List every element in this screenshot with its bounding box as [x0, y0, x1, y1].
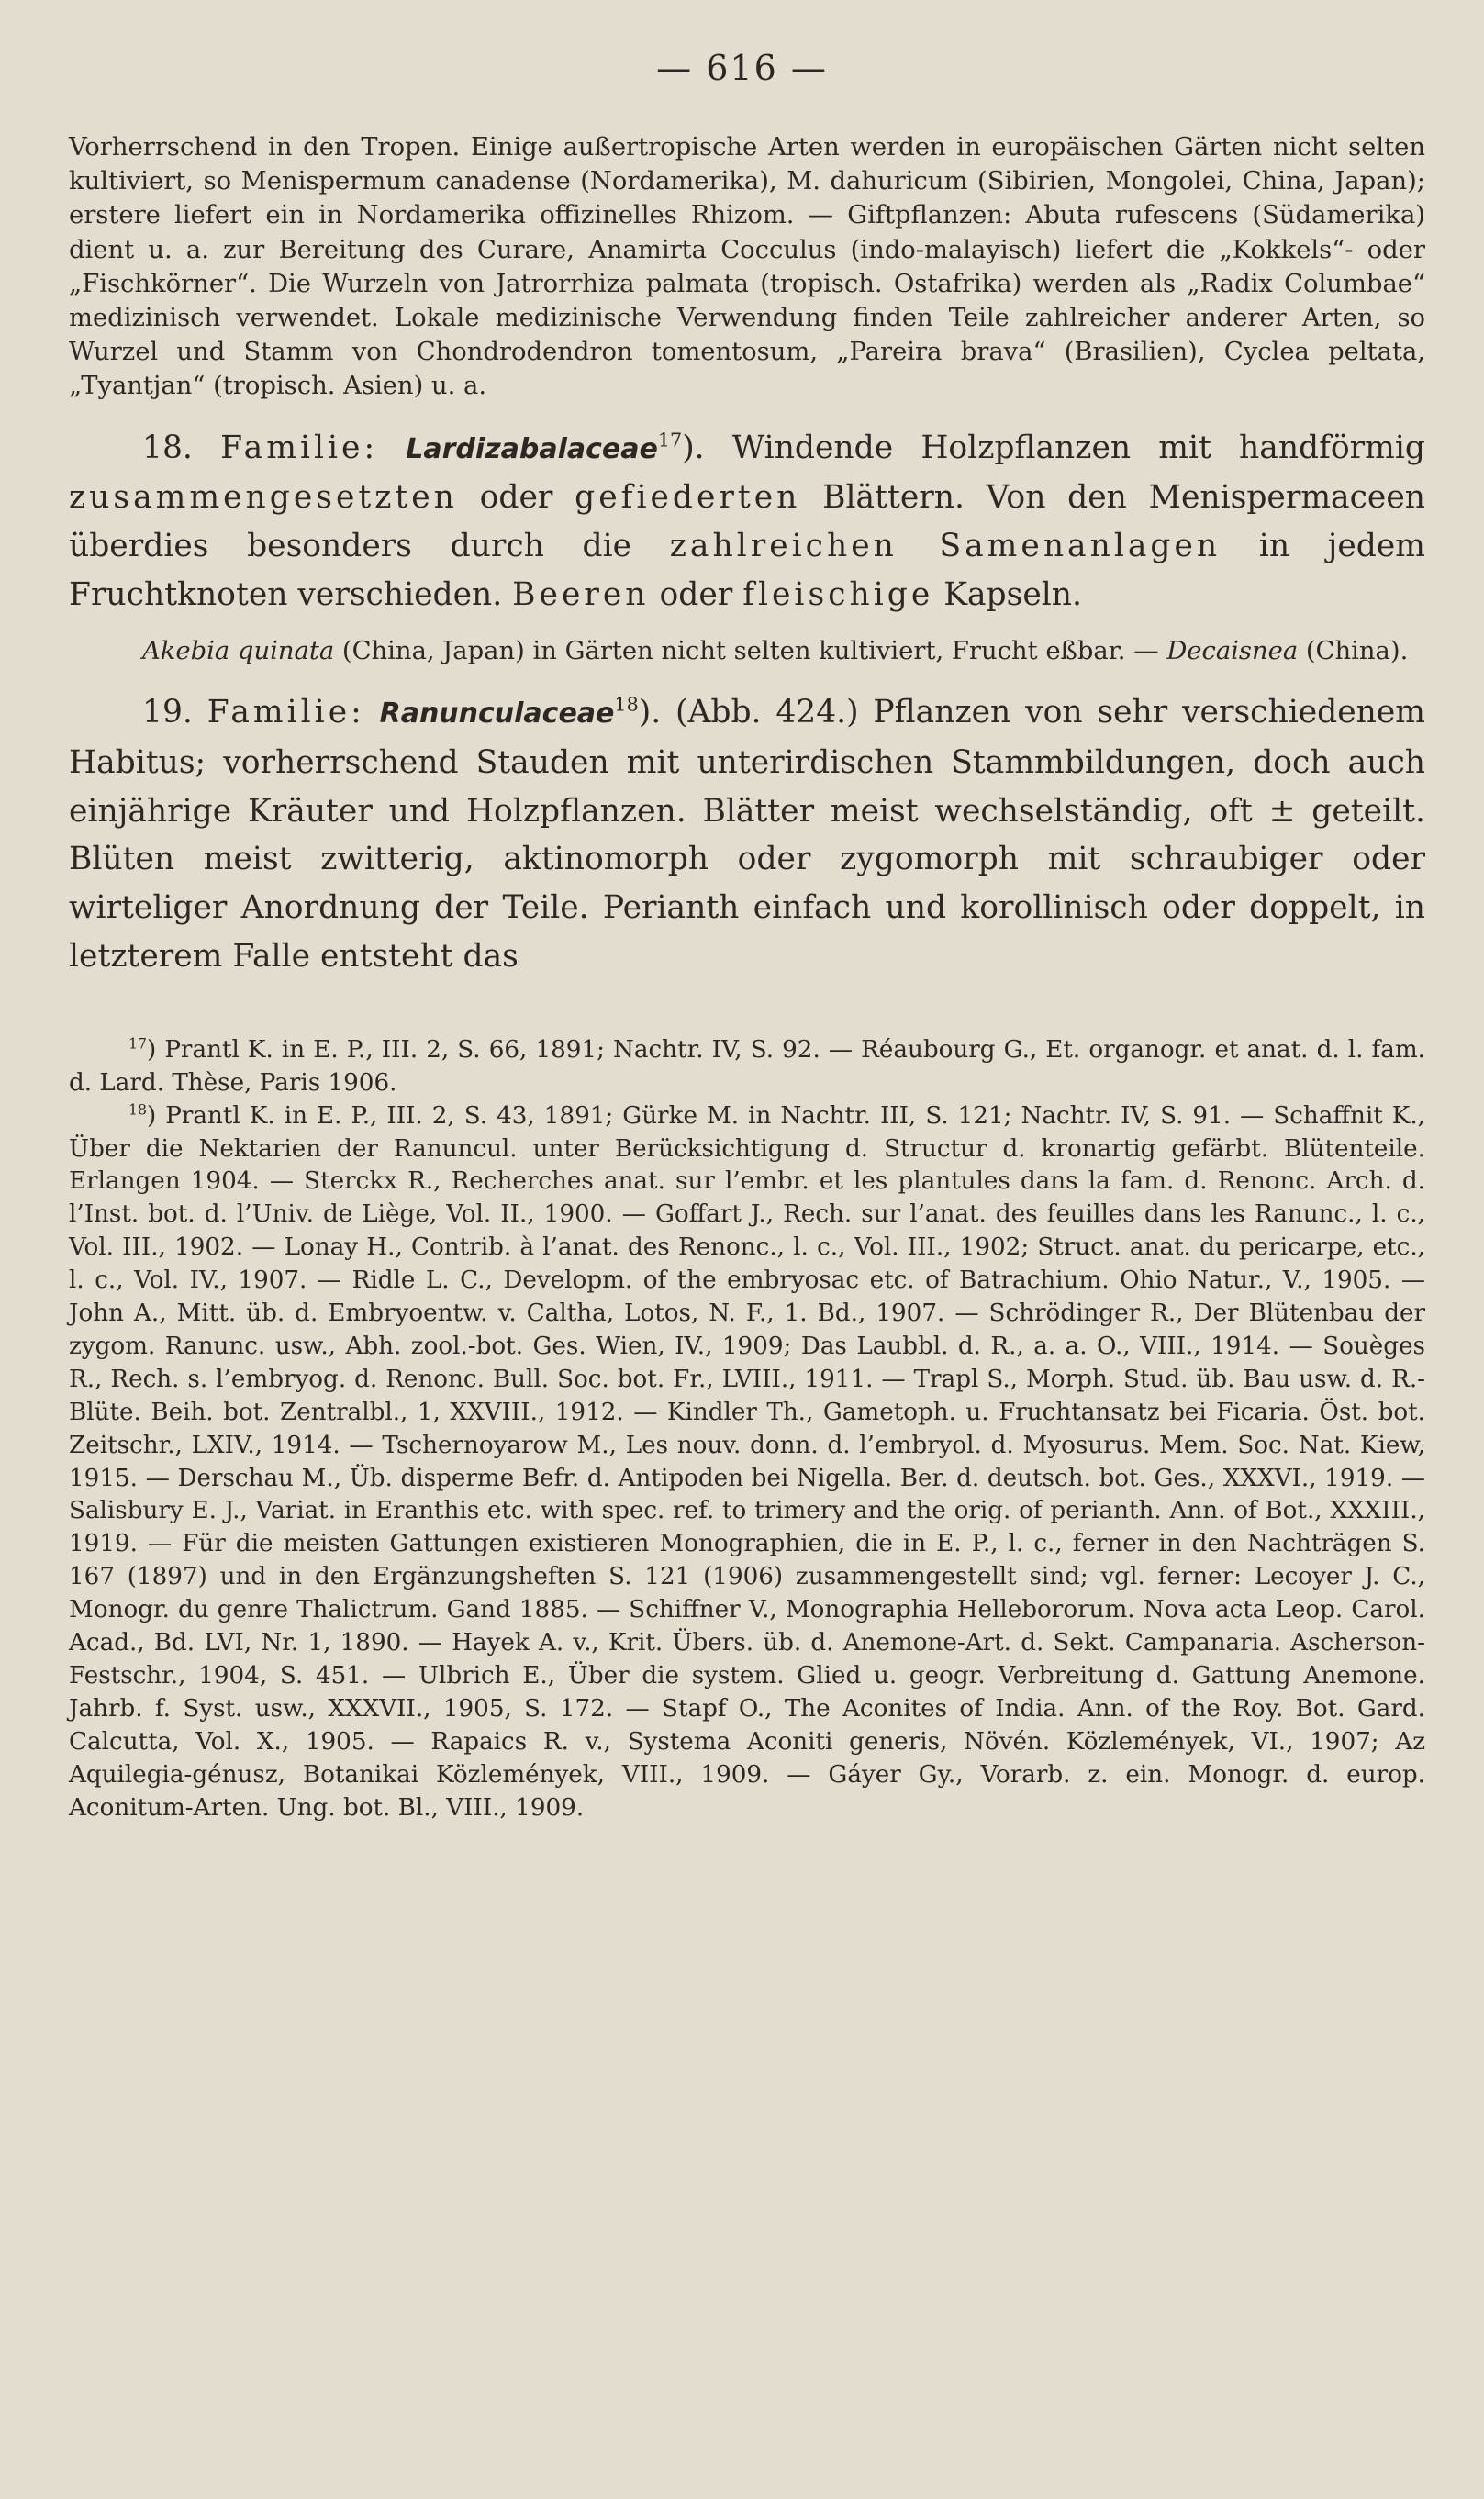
family-19-paragraph — [69, 688, 1425, 981]
family-18-emphasis: fleischige — [742, 576, 934, 614]
family-18-note — [69, 634, 1425, 668]
family-18-number: 18. — [142, 429, 193, 466]
family-18-paragraph — [69, 424, 1425, 619]
note-text: (China). — [1298, 636, 1409, 665]
family-18-text: oder — [457, 479, 575, 517]
species-name: Decaisnea — [1166, 636, 1299, 665]
page-number: — 616 — — [656, 48, 828, 88]
footnote-mark: 18 — [128, 1099, 148, 1118]
species-name: Akebia quinata — [142, 636, 335, 665]
family-18-emphasis: gefiederten — [575, 479, 801, 517]
page-body — [69, 130, 1425, 1825]
footnote-text: ) Prantl K. in E. P., III. 2, S. 43, 1891; Gürke M. in Nachtr. III, S. 121; Nachtr. IV, S. 91. — Schaffnit K., Über die Nektarien der Ranuncul. unter Berücksichtigung d. Structur d. kronartig gefärbt. Blütenteile. Erlangen 1904. — Sterckx R., Recherches anat. sur l’embr. et les plantules dans la fam. d. Renonc. Arch. d. l’Inst. bot. d. l’Univ. de Liège, Vol. II., 1900. — Goffart J., Rech. sur l’anat. des feuilles dans les Ranunc., l. c., Vol. III., 1902. — Lonay H., Contrib. à l’anat. des Renonc., l. c., Vol. III., 1902; Struct. anat. du pericarpe, etc., l. c., Vol. IV., 1907. — Ridle L. C., Developm. of the embryosac etc. of Batrachium. Ohio Natur., V., 1905. — John A., Mitt. üb. d. Embryoentw. v. Caltha, Lotos, N. F., 1. Bd., 1907. — Schrödinger R., Der Blütenbau der zygom. Ranunc. usw., Abh. zool.-bot. Ges. Wien, IV., 1909; Das Laubbl. d. R., a. a. O., VIII., 1914. — Souèges R., Rech. s. l’embryog. d. Renonc. Bull. Soc. bot. Fr., LVIII., 1911. — Trapl S., Morph. Stud. üb. Bau usw. d. R.-Blüte. Beih. bot. Zentralbl., 1, XXVIII., 1912. — Kindler Th., Gametoph. u. Fruchtansatz bei Ficaria. Öst. bot. Zeitschr., LXIV., 1914. — Tschernoyarow M., Les nouv. donn. d. l’embryol. d. Myosurus. Mem. Soc. Nat. Kiew, 1915. — Derschau M., Üb. disperme Befr. d. Antipoden bei Nigella. Ber. d. deutsch. bot. Ges., XXXVI., 1919. — Salisbury E. J., Variat. in Eranthis etc. with spec. ref. to trimery and the orig. of perianth. Ann. of Bot., XXXIII., 1919. — Für die meisten Gattungen existieren Monographien, die in E. P., l. c., ferner in den Nachträgen S. 167 (1897) und in den Ergänzungsheften S. 121 (1906) zusammengestellt sind; vgl. ferner: Lecoyer J. C., Monogr. du genre Thalictrum. Gand 1885. — Schiffner V., Monographia Hellebororum. Nova acta Leop. Carol. Acad., Bd. LVI, Nr. 1, 1890. — Hayek A. v., Krit. Übers. üb. d. Anemone-Art. d. Sekt. Campanaria. Ascherson-Festschr., 1904, S. 451. — Ulbrich E., Über die system. Glied u. geogr. Verbreitung d. Gattung Anemone. Jahrb. f. Syst. usw., XXXVII., 1905, S. 172. — Stapf O., The Aconites of India. Ann. of the Roy. Bot. Gard. Calcutta, Vol. X., 1905. — Rapaics R. v., Systema Aconiti generis, Növén. Közlemények, VI., 1907; Az Aquilegia-génusz, Botanikai Közlemények, VIII., 1909. — Gáyer Gy., Vorarb. z. ein. Monogr. d. europ. Aconitum-Arten. Ung. bot. Bl., VIII., 1909. — [69, 1101, 1425, 1822]
family-19-name: Ranunculaceae — [379, 697, 615, 731]
family-19-number: 19. — [142, 694, 193, 731]
family-19-label: Familie: — [206, 694, 365, 731]
family-18-name: Lardizabalaceae — [406, 432, 658, 465]
family-18-text: ). Windende Holzpflanzen mit handförmig — [682, 429, 1426, 466]
family-18-emphasis: zusammengesetzten — [69, 479, 458, 517]
footnote-17 — [69, 1034, 1425, 1100]
footnote-18 — [69, 1100, 1425, 1825]
family-18-emphasis: zahlreichen Samenanlagen — [669, 528, 1222, 565]
family-18-text: in jedem Fruchtknoten verschieden. — [69, 528, 1425, 614]
footnote-text: ) Prantl K. in E. P., III. 2, S. 66, 1891; Nachtr. IV, S. 92. — Réaubourg G., Et. organogr. et anat. d. l. fam. d. Lard. Thèse, Paris 1906. — [69, 1035, 1425, 1097]
intro-paragraph: Vorherrschend in den Tropen. Einige außertropische Arten werden in europäischen Gärten nicht selten kultiviert, so Menispermum canadense (Nordamerika), M. dahuricum (Sibirien, Mongolei, China, Japan); erstere liefert ein in Nordamerika offizinelles Rhizom. — Giftpflanzen: Abuta rufescens (Südamerika) dient u. a. zur Bereitung des Curare, Anamirta Cocculus (indo-malayisch) liefert die „Kokkels“- oder „Fischkörner“. Die Wurzeln von Jatrorrhiza palmata (tropisch. Ostafrika) werden als „Radix Columbae“ medizinisch verwendet. Lokale medizinische Verwendung finden Teile zahlreicher anderer Arten, so Wurzel und Stamm von Chondrodendron tomentosum, „Pareira brava“ (Brasilien), Cyclea peltata, „Tyantjan“ (tropisch. Asien) u. a. — [69, 133, 1425, 401]
family-19-footnote-ref: 18 — [614, 693, 639, 716]
family-18-emphasis: Beeren — [512, 576, 650, 614]
family-18-text: Kapseln. — [933, 576, 1082, 614]
family-19-text: ). (Abb. 424.) Pflanzen von sehr verschiedenem Habitus; vorherrschend Stauden mit unterirdischen Stammbildungen, doch auch einjährige Kräuter und Holzpflanzen. Blätter meist wechselständig, oft ± geteilt. Blüten meist zwitterig, aktinomorph oder zygomorph mit schraubiger oder wirteliger Anordnung der Teile. Perianth einfach und korollinisch oder doppelt, in letzterem Falle entsteht das — [69, 694, 1426, 975]
family-18-text: oder — [649, 576, 743, 614]
footnote-mark: 17 — [128, 1034, 148, 1053]
family-18-label: Familie: — [220, 429, 379, 466]
family-18-footnote-ref: 17 — [657, 429, 683, 452]
note-text: (China, Japan) in Gärten nicht selten kultiviert, Frucht eßbar. — — [334, 636, 1167, 665]
family-18-text: Blättern. Von den Menispermaceen überdies besonders durch die — [69, 479, 1425, 565]
